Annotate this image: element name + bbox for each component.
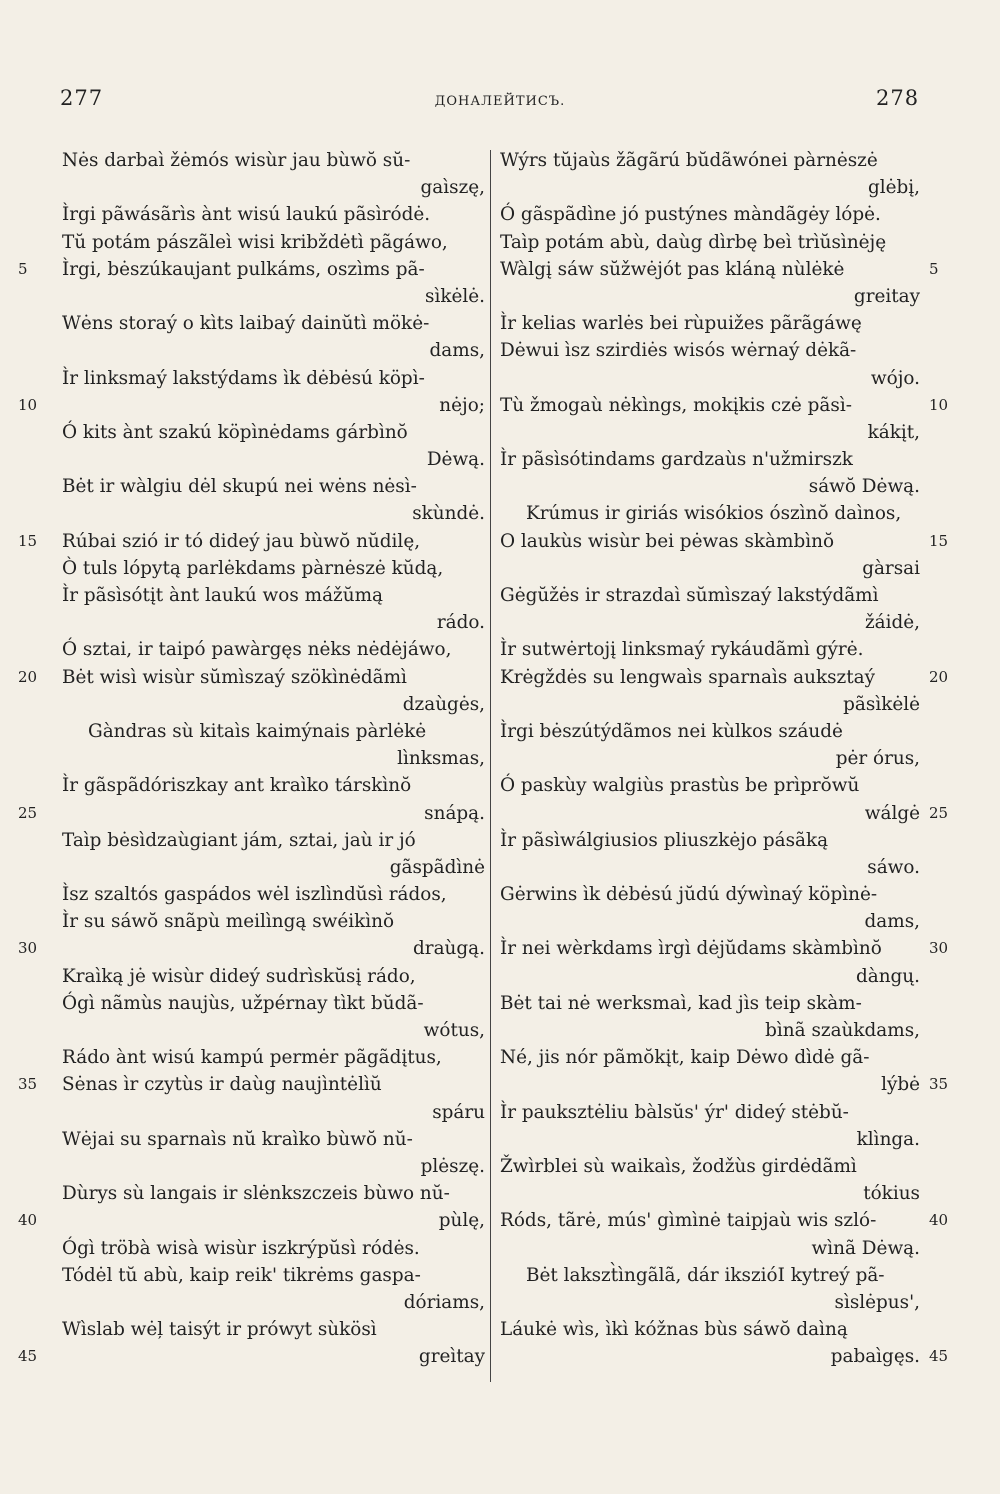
verse-text: Ìr pãsìwálgiusios pliuszkėjo pásãką (500, 829, 829, 851)
verse-text: Nės darbaì žėmós wisùr jau bùwŏ sŭ- (62, 150, 411, 171)
verse-text: Ìrgi pãwásãrìs ànt wisú laukú pãsìródė. (62, 204, 431, 226)
verse-text: Ìrgi, bėszúkaujant pulkáms, oszìms pã- (62, 258, 425, 280)
line-number: 15 (18, 531, 38, 550)
verse-line (500, 1262, 920, 1289)
verse-text: Ìr sutwėrtojį linksmaý rykáudãmì gýrė. (500, 639, 864, 661)
verse-line (62, 446, 485, 473)
line-number: 10 (18, 395, 38, 414)
verse-line (18, 800, 485, 827)
verse-text: Ìrgi bėszútýdãmos nei kùlkos száudė (500, 720, 843, 742)
verse-line (62, 419, 485, 446)
left-column (18, 147, 485, 1370)
line-number: 5 (18, 259, 28, 278)
verse-line (62, 1316, 485, 1343)
verse-line (62, 1180, 485, 1207)
verse-text: Ógì tröbà wisà wisùr iszkrýpŭsì ródės. (62, 1237, 420, 1259)
verse-text: plėszę. (420, 1155, 485, 1177)
verse-line (500, 446, 920, 473)
verse-line (500, 636, 920, 663)
verse-line (62, 1099, 485, 1126)
verse-line (500, 365, 920, 392)
verse-line (18, 256, 485, 283)
verse-text: Bėt ir wàlgiu dėl skupú nei wėns nėsì- (62, 476, 417, 498)
verse-line (62, 609, 485, 636)
verse-text: gãspãdìnė (389, 856, 485, 878)
right-column (500, 147, 949, 1370)
verse-text: snápą. (424, 802, 485, 824)
verse-text: Ó kits ànt szakú köpìnėdams gárbìnŏ (62, 421, 408, 443)
verse-line (500, 990, 920, 1017)
verse-text: Dėwą. (426, 449, 485, 471)
verse-text: lýbė (881, 1074, 920, 1096)
verse-text: Tŭ potám pászãleì wisi kribždėtì pãgáwo, (62, 231, 448, 253)
line-number: 25 (929, 803, 949, 822)
verse-text: Ìr linksmaý lakstýdams ìk dėbėsú köpì- (62, 367, 425, 389)
verse-line (62, 1126, 485, 1153)
verse-text: Tù žmogaù nėkìngs, mokįkis czė pãsì- (500, 394, 852, 416)
line-number: 35 (18, 1075, 38, 1094)
verse-line (62, 772, 485, 799)
verse-line (500, 229, 920, 256)
verse-line (500, 1343, 949, 1370)
verse-text: Ò tuls lópytą parlėkdams pàrnėszė kŭdą, (62, 557, 444, 579)
verse-line (62, 1017, 485, 1044)
verse-text: žáidė, (864, 612, 920, 634)
verse-text: Krúmus ir giriás wisókios ószìnŏ daìnos, (526, 503, 902, 525)
verse-text: greitay (853, 285, 920, 307)
verse-text: Ó gãspãdìne jó pustýnes màndãgėy lópė. (500, 204, 881, 226)
verse-line (62, 1044, 485, 1071)
verse-line (62, 718, 485, 745)
verse-line (500, 1207, 949, 1234)
verse-text: Dùrys sù langais ir slėnkszczeis bùwo nŭ- (62, 1183, 450, 1205)
verse-line (500, 827, 920, 854)
verse-text: pėr órus, (835, 748, 920, 770)
line-number: 15 (929, 531, 949, 550)
verse-line (500, 963, 920, 990)
verse-line (62, 500, 485, 527)
line-number: 45 (929, 1347, 949, 1366)
verse-text: spáru (432, 1101, 485, 1123)
verse-line (18, 1343, 485, 1370)
verse-line (500, 174, 920, 201)
line-number: 10 (929, 395, 949, 414)
verse-text: dóriams, (403, 1291, 485, 1313)
verse-text: Wėjai su sparnaìs nŭ kraìko bùwŏ nŭ- (62, 1128, 413, 1150)
verse-line (62, 582, 485, 609)
verse-text: gàrsai (862, 557, 920, 579)
verse-line (500, 745, 920, 772)
verse-line (500, 935, 949, 962)
verse-text: Tódėl tŭ abù, kaip reik' tikrėms gaspa- (62, 1264, 421, 1286)
verse-line (500, 201, 920, 228)
verse-line (500, 800, 949, 827)
verse-text: sìslėpus', (834, 1291, 920, 1313)
verse-text: Krėgždės su lengwaìs sparnaìs auksztaý (500, 666, 875, 688)
verse-text: Bėt tai nė werksmaì, kad jìs teip skàm- (500, 992, 862, 1014)
verse-text: Taìp bėsìdzaùgiant jám, sztai, jaù ir jó (62, 829, 416, 851)
verse-text: sìkėlė. (425, 285, 485, 307)
verse-text: pabaìgęs. (830, 1346, 920, 1368)
verse-line (500, 691, 920, 718)
verse-line (62, 283, 485, 310)
line-number: 20 (18, 667, 38, 686)
verse-text: Wėns storaý o kìts laibaý dainŭtì mökė- (62, 313, 430, 335)
verse-text: bìnã szaùkdams, (765, 1020, 920, 1041)
verse-line (62, 827, 485, 854)
verse-text: sáwo. (867, 856, 920, 878)
verse-line (62, 1289, 485, 1316)
verse-line (18, 392, 485, 419)
line-number: 35 (929, 1075, 949, 1094)
verse-line (62, 201, 485, 228)
verse-text: gaìszę, (420, 177, 485, 199)
verse-line (500, 337, 920, 364)
line-number: 5 (929, 259, 939, 278)
verse-line (500, 256, 939, 283)
verse-line (62, 636, 485, 663)
verse-line (62, 310, 485, 337)
verse-line (500, 473, 920, 500)
verse-line (500, 500, 920, 527)
verse-line (62, 854, 485, 881)
verse-line (500, 772, 920, 799)
verse-line (62, 881, 485, 908)
line-number: 45 (18, 1347, 38, 1366)
verse-text: wìnã Dėwą. (811, 1237, 920, 1259)
verse-text: Ìr gãspãdóriszkay ant kraìko társkìnŏ (62, 775, 412, 797)
verse-line (18, 1071, 485, 1098)
verse-line (500, 1153, 920, 1180)
verse-line (500, 1316, 920, 1343)
verse-text: O laukùs wisùr bei pėwas skàmbìnŏ (500, 530, 835, 552)
verse-line (62, 365, 485, 392)
line-number: 40 (18, 1211, 38, 1230)
verse-line (500, 283, 920, 310)
verse-text: Láukė wìs, ìkì kóžnas bùs sáwŏ daìną (500, 1319, 848, 1341)
verse-line (500, 582, 920, 609)
verse-text: Ó paskùy walgiùs prastùs be prìprŏwŭ (500, 775, 860, 797)
verse-text: Ìr kelias warlės bei rùpuižes pãrãgáwę (500, 313, 862, 335)
verse-line (500, 147, 920, 174)
verse-line (500, 908, 920, 935)
line-number: 20 (929, 667, 949, 686)
verse-line (62, 990, 485, 1017)
verse-line (500, 609, 920, 636)
verse-line (500, 1017, 920, 1044)
column-divider (490, 150, 491, 1382)
verse-text: Ìr pãsìsótįt ànt laukú wos mážŭmą (62, 585, 383, 606)
verse-text: Dėwui ìsz szirdiės wisós wėrnaý dėkã- (500, 340, 857, 362)
verse-line (62, 229, 485, 256)
verse-text: kákįt, (867, 421, 920, 443)
verse-text: Ó sztai, ir taipó pawàrgęs nėks nėdėjáwo, (62, 639, 452, 661)
verse-line (500, 1071, 949, 1098)
verse-text: Bėt lakszt̀ìngãlã, dár ikszióI kytreý pã- (526, 1264, 885, 1286)
verse-text: dzaùgės, (402, 693, 485, 715)
verse-text: wótus, (423, 1020, 485, 1041)
verse-line (500, 419, 920, 446)
verse-line (62, 745, 485, 772)
running-title: ДОНАЛЕЙТИСЪ. (434, 94, 566, 109)
page-number-left: 277 (60, 86, 104, 110)
verse-text: Róds, tãrė, mús' gìmìnė taipjaù wis szló- (500, 1210, 877, 1232)
verse-line (62, 555, 485, 582)
verse-text: dams, (864, 911, 920, 933)
verse-line (62, 1262, 485, 1289)
verse-text: wálgė (864, 802, 920, 824)
verse-text: Wàlgį sáw sŭžwėjót pas kláną nùlėkė (500, 258, 845, 280)
verse-text: Né, jis nór pãmŏkįt, kaip Dėwo dìdė gã- (500, 1047, 870, 1069)
verse-text: Wýrs tŭjaùs žãgãrú bŭdãwónei pàrnėszė (500, 150, 878, 171)
verse-text: pãsìkėlė (843, 693, 920, 715)
verse-text: Ìr nei wèrkdams ìrgì dėjŭdams skàmbìnŏ (500, 938, 882, 960)
page-header (0, 86, 1000, 126)
page-number-right: 278 (876, 86, 920, 110)
verse-line (18, 664, 485, 691)
verse-line (500, 1235, 920, 1262)
verse-text: rádo. (436, 612, 485, 634)
line-number: 30 (18, 939, 38, 958)
verse-text: sáwŏ Dėwą. (808, 476, 920, 498)
verse-line (62, 473, 485, 500)
verse-text: Rádo ànt wisú kampú permėr pãgãdįtus, (62, 1047, 442, 1069)
verse-line (500, 854, 920, 881)
verse-text: Wìslab wėļ taisýt ir prówyt sùkösì (62, 1319, 377, 1341)
verse-text: draùgą. (413, 938, 485, 960)
verse-text: Ógì nãmùs naujùs, užpérnay tìkt bŭdã- (62, 992, 424, 1014)
verse-text: lìnksmas, (397, 748, 485, 770)
verse-line (500, 881, 920, 908)
verse-text: Gėrwins ìk dėbėsú jŭdú dýwìnaý köpìnė- (500, 884, 878, 906)
verse-line (18, 935, 485, 962)
verse-text: dàngų. (855, 965, 920, 987)
verse-text: Taìp potám abù, daùg dìrbę beì trìŭsìnėję (500, 231, 887, 253)
verse-line (62, 908, 485, 935)
verse-text: glėbį, (867, 177, 920, 199)
verse-text: tókius (863, 1183, 920, 1205)
verse-line (500, 392, 949, 419)
verse-line (62, 337, 485, 364)
verse-text: Ìr pauksztėliu bàlsŭs' ýr' dideý stėbŭ- (500, 1101, 849, 1123)
verse-line (62, 1153, 485, 1180)
verse-line (62, 1235, 485, 1262)
verse-line (500, 664, 949, 691)
verse-text: Ìr pãsìsótindams gardzaùs n'užmirszk (500, 449, 853, 471)
verse-text: Rúbai szió ir tó dideý jau bùwŏ nŭdilę, (62, 530, 421, 552)
verse-text: wójo. (870, 367, 920, 389)
verse-line (500, 1044, 920, 1071)
verse-line (500, 1126, 920, 1153)
verse-line (18, 1207, 485, 1234)
verse-text: dams, (429, 340, 485, 362)
verse-text: Bėt wisì wisùr sŭmìszaý szökìnėdãmì (62, 666, 407, 688)
verse-line (62, 147, 485, 174)
line-number: 25 (18, 803, 38, 822)
verse-line (62, 174, 485, 201)
verse-text: skùndė. (412, 503, 485, 525)
verse-line (500, 310, 920, 337)
verse-text: pùlę, (438, 1210, 485, 1232)
line-number: 30 (929, 939, 949, 958)
verse-line (62, 691, 485, 718)
verse-text: nėjo; (439, 394, 485, 416)
verse-text: greìtay (418, 1346, 485, 1368)
verse-line (62, 963, 485, 990)
verse-line (500, 1289, 920, 1316)
verse-text: klìnga. (856, 1128, 920, 1150)
verse-text: Ìsz szaltós gaspádos wėl iszlìndŭsì rádos, (62, 884, 447, 906)
verse-line (500, 1180, 920, 1207)
verse-line (500, 528, 949, 555)
verse-line (500, 1099, 920, 1126)
verse-line (18, 528, 485, 555)
verse-text: Gėgŭžės ir strazdaì sŭmìszaý lakstýdãmì (500, 585, 879, 606)
verse-text: Ìr su sáwŏ snãpù meilìngą swéikìnŏ (62, 911, 395, 933)
verse-text: Kraìką jė wisùr dideý sudrìskŭsį rádo, (62, 965, 416, 987)
verse-line (500, 555, 920, 582)
verse-line (500, 718, 920, 745)
verse-text: Sėnas ìr czytùs ir daùg naujìntėlìŭ (62, 1074, 382, 1096)
verse-text: Žwìrblei sù waikaìs, žodžùs girdėdãmì (500, 1155, 857, 1177)
line-number: 40 (929, 1211, 949, 1230)
verse-text: Gàndras sù kitaìs kaimýnais pàrlėkė (88, 720, 427, 742)
